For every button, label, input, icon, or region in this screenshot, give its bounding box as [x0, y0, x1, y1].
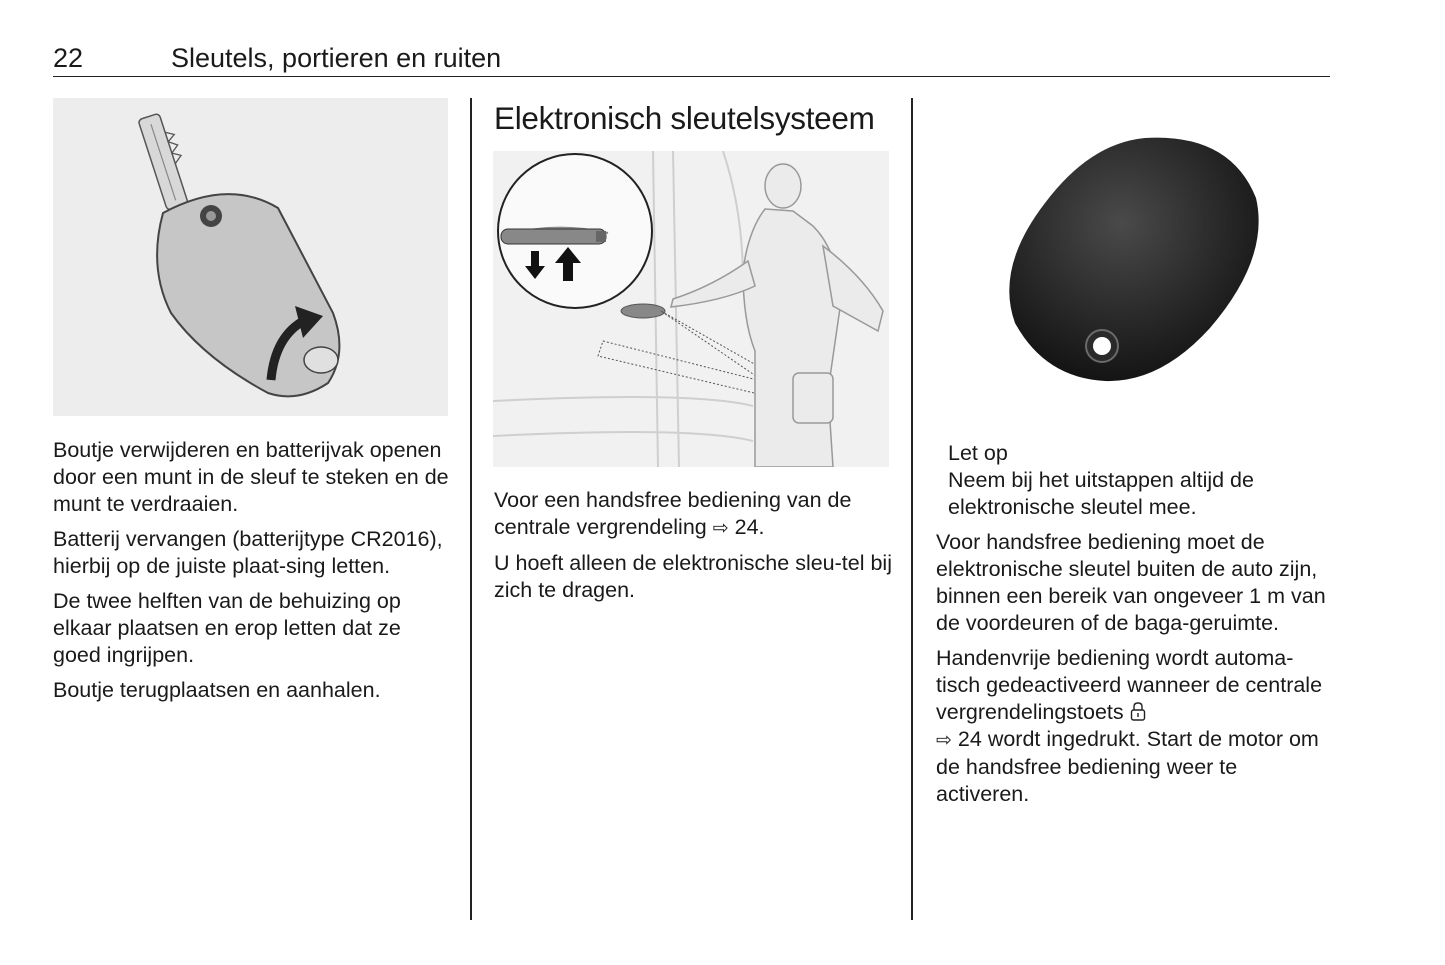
page-reference: 24.	[734, 515, 765, 539]
column-2-text	[494, 487, 894, 612]
page-header	[53, 40, 1330, 77]
note-title: Let op	[948, 441, 1008, 465]
page-reference: 24	[957, 727, 982, 751]
column-divider	[911, 98, 913, 920]
handsfree-door-figure	[493, 151, 889, 467]
paragraph: Boutje verwijderen en batterijvak openen door een munt in de sleuf te steken en de munt te verdraaien.	[53, 438, 449, 516]
paragraph-text: Voor een handsfree bediening van de centrale vergrendeling	[494, 488, 852, 539]
reference-arrow-icon: ⇨	[936, 730, 952, 751]
paragraph: De twee helften van de behuizing op elkaar plaatsen en erop letten dat ze goed ingrijpen.	[53, 589, 401, 667]
page-title: Sleutels, portieren en ruiten	[171, 43, 502, 73]
page-number: 22	[53, 43, 84, 73]
paragraph	[936, 645, 1336, 808]
reference-arrow-icon: ⇨	[712, 518, 729, 539]
paragraph: Boutje terugplaatsen en aanhalen.	[53, 678, 381, 702]
key-fob-battery-figure	[53, 98, 448, 416]
column-3-text	[936, 440, 1336, 816]
lock-icon	[1130, 700, 1146, 724]
note-box	[936, 440, 1336, 521]
note-text: Neem bij het uitstappen altijd de elektronische sleutel mee.	[948, 468, 1254, 519]
column-divider	[470, 98, 472, 920]
electronic-key-figure	[940, 98, 1326, 418]
paragraph: Voor handsfree bediening moet de elektronische sleutel buiten de auto zijn, binnen een bereik van ongeveer 1 m van de voordeuren of de baga-geruimte.	[936, 530, 1326, 635]
paragraph	[494, 487, 894, 542]
paragraph: Batterij vervangen (batterijtype CR2016), hierbij op de juiste plaat-sing letten.	[53, 527, 443, 578]
section-heading: Elektronisch sleutelsysteem	[494, 100, 875, 136]
column-1-text	[53, 437, 453, 712]
paragraph-text: Handenvrije bediening wordt automa-tisch gedeactiveerd wanneer de centrale vergrendelingstoets	[936, 646, 1323, 724]
paragraph-text: wordt ingedrukt. Start de motor om de handsfree bediening weer te activeren.	[936, 727, 1319, 806]
paragraph: U hoeft alleen de elektronische sleu-tel bij zich te dragen.	[494, 551, 892, 602]
